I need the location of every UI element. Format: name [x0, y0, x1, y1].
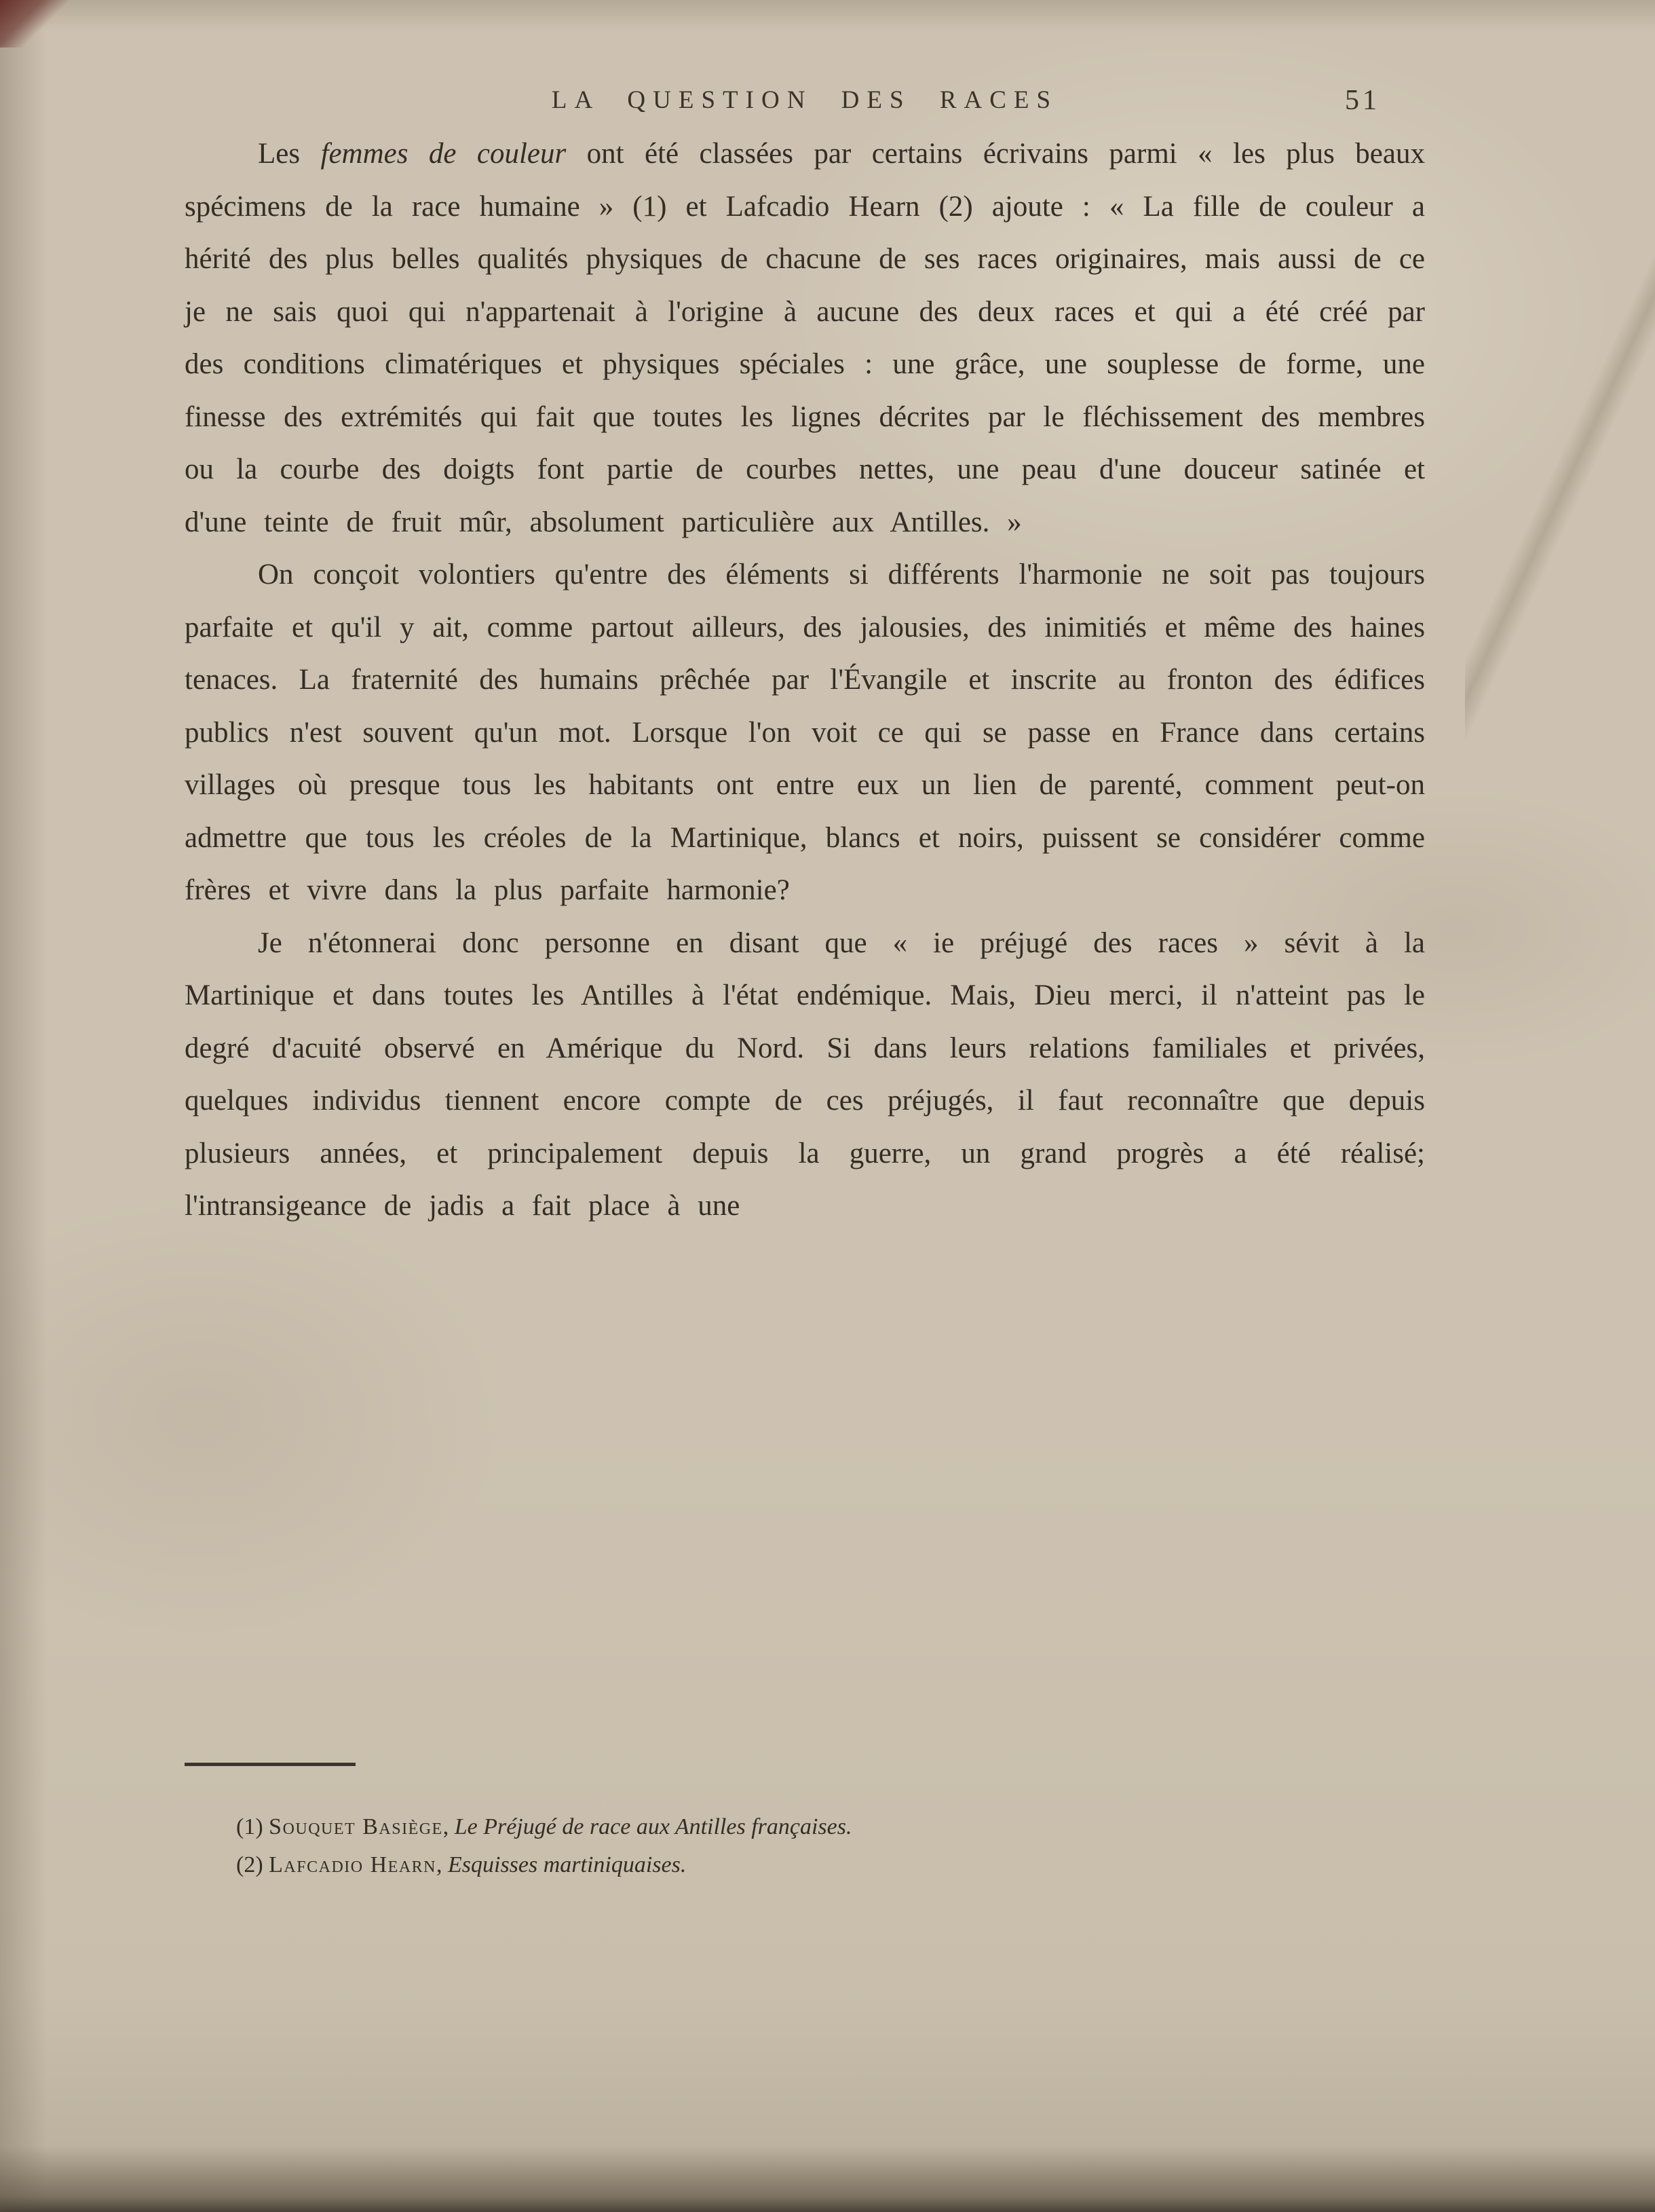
italic-phrase-femmes-de-couleur: femmes de couleur [320, 138, 567, 170]
footnote-2 [236, 1846, 1430, 1884]
running-head [185, 86, 1425, 126]
page-body [185, 128, 1425, 1233]
page-number: 51 [1345, 85, 1380, 116]
footnote-2-separator: , [436, 1852, 448, 1877]
paragraph-1-rest: ont été classées par certains écrivains parmi « les plus beaux spécimens de la race humaine » (1) et Lafcadio Hearn (2) ajoute : « La fille de couleur a hérité des plus belles qualités physiques de chacune de ses races originaires, mais aussi de ce je ne sais quoi qui n'appartenait à l'origine à aucune des deux races et qui a été créé par des conditions climatériques et physiques spéciales : une grâce, une souplesse de forme, une finesse des extrémités qui fait que toutes les lignes décrites par le fléchissement des membres ou la courbe des doigts font partie de courbes nettes, une peau d'une douceur satinée et d'une teinte de fruit mûr, absolument particulière aux Antilles. » [185, 138, 1425, 538]
footnote-separator [185, 1763, 356, 1766]
footnote-1-separator: , [442, 1814, 455, 1839]
page-edge-shadow-top [0, 0, 1655, 31]
paragraph-prejuge-des-races: Je n'étonnerai donc personne en disant que « ie préjugé des races » sévit à la Martinique et dans toutes les Antilles à l'état endémique. Mais, Dieu merci, il n'atteint pas le degré d'acuité observé en Amérique du Nord. Si dans leurs relations familiales et privées, quelques individus tiennent encore compte de ces préjugés, il faut reconnaître que depuis plusieurs années, et principalement depuis la guerre, un grand progrès a été réalisé; l'intransigeance de jadis a fait place à une [185, 926, 1425, 1222]
footnote-1-title: Le Préjugé de race aux Antilles françaises. [454, 1814, 852, 1839]
paper-crease [1465, 163, 1655, 774]
footnote-2-marker: (2) [236, 1852, 269, 1877]
footnotes [236, 1808, 1430, 1884]
paragraph-harmonie: On conçoit volontiers qu'entre des éléments si différents l'harmonie ne soit pas toujours parfaite et qu'il y ait, comme partout ailleurs, des jalousies, des inimitiés et même des haines tenaces. La fraternité des humains prêchée par l'Évangile et inscrite au fronton des édifices publics n'est souvent qu'un mot. Lorsque l'on voit ce qui se passe en France dans certains villages où presque tous les habitants ont entre eux un lien de parenté, comment peut-on admettre que tous les créoles de la Martinique, blancs et noirs, puissent se considérer comme frères et vivre dans la plus parfaite harmonie? [185, 559, 1425, 906]
footnote-1-author: Souquet Basiège [269, 1814, 443, 1839]
binding-corner-mark [0, 0, 81, 48]
footnote-2-author: Lafcadio Hearn [269, 1852, 436, 1877]
footnote-2-title: Esquisses martiniquaises. [448, 1852, 687, 1877]
paragraph-1-lead: Les [258, 138, 321, 170]
running-title: LA QUESTION DES RACES [551, 86, 1059, 114]
footnote-1-marker: (1) [236, 1814, 269, 1839]
paragraph-femmes-de-couleur [185, 128, 1425, 548]
footnote-1 [236, 1808, 1430, 1846]
page-edge-shadow-left [0, 0, 47, 2212]
